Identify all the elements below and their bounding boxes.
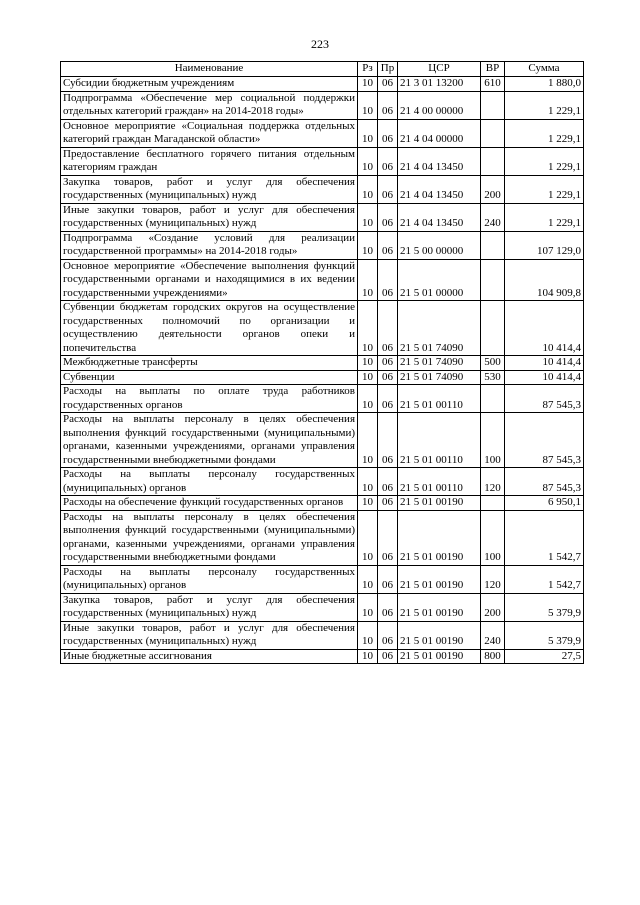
table-row [61, 510, 584, 565]
table-row [61, 649, 584, 664]
cell-rz: 10 [358, 413, 378, 468]
table-row [61, 259, 584, 301]
cell-name: Основное мероприятие «Социальная поддержка отдельных категорий граждан Магаданской области» [61, 119, 358, 147]
cell-csr: 21 5 01 00190 [398, 510, 481, 565]
cell-pr: 06 [378, 259, 398, 301]
table-row [61, 203, 584, 231]
cell-vr [481, 147, 505, 175]
header-pr: Пр [378, 62, 398, 77]
cell-rz: 10 [358, 301, 378, 356]
cell-name: Субвенции бюджетам городских округов на осуществление государственных полномочий по организации и осуществлению деятельности органов опеки и попечительства [61, 301, 358, 356]
cell-csr: 21 4 04 13450 [398, 175, 481, 203]
table-row [61, 91, 584, 119]
cell-name: Субсидии бюджетным учреждениям [61, 77, 358, 92]
cell-pr: 06 [378, 593, 398, 621]
cell-rz: 10 [358, 77, 378, 92]
cell-rz: 10 [358, 370, 378, 385]
cell-rz: 10 [358, 510, 378, 565]
cell-csr: 21 4 04 00000 [398, 119, 481, 147]
cell-csr: 21 5 00 00000 [398, 231, 481, 259]
cell-vr [481, 91, 505, 119]
cell-pr: 06 [378, 356, 398, 371]
header-sum: Сумма [505, 62, 584, 77]
cell-sum: 1 229,1 [505, 175, 584, 203]
cell-csr: 21 4 00 00000 [398, 91, 481, 119]
cell-csr: 21 3 01 13200 [398, 77, 481, 92]
cell-sum: 10 414,4 [505, 370, 584, 385]
cell-vr: 240 [481, 203, 505, 231]
cell-name: Расходы на выплаты по оплате труда работников государственных органов [61, 385, 358, 413]
page-number: 223 [311, 37, 329, 51]
table-row [61, 370, 584, 385]
budget-table [60, 61, 584, 664]
cell-pr: 06 [378, 91, 398, 119]
cell-sum: 27,5 [505, 649, 584, 664]
cell-sum: 10 414,4 [505, 356, 584, 371]
cell-name: Межбюджетные трансферты [61, 356, 358, 371]
cell-pr: 06 [378, 77, 398, 92]
table-row [61, 413, 584, 468]
header-csr: ЦСР [398, 62, 481, 77]
cell-name: Подпрограмма «Обеспечение мер социальной поддержки отдельных категорий граждан» на 2014-2018 годы» [61, 91, 358, 119]
cell-rz: 10 [358, 565, 378, 593]
cell-sum: 1 229,1 [505, 147, 584, 175]
cell-csr: 21 5 01 00000 [398, 259, 481, 301]
cell-name: Расходы на выплаты персоналу государственных (муниципальных) органов [61, 565, 358, 593]
cell-sum: 5 379,9 [505, 593, 584, 621]
cell-csr: 21 5 01 74090 [398, 301, 481, 356]
cell-name: Иные закупки товаров, работ и услуг для обеспечения государственных (муниципальных) нужд [61, 621, 358, 649]
cell-vr: 120 [481, 565, 505, 593]
table-row [61, 621, 584, 649]
cell-name: Расходы на выплаты персоналу государственных (муниципальных) органов [61, 468, 358, 496]
cell-sum: 1 229,1 [505, 203, 584, 231]
cell-rz: 10 [358, 496, 378, 511]
cell-csr: 21 5 01 00190 [398, 565, 481, 593]
cell-vr: 200 [481, 175, 505, 203]
table-row [61, 231, 584, 259]
cell-rz: 10 [358, 593, 378, 621]
cell-sum: 1 542,7 [505, 510, 584, 565]
cell-sum: 10 414,4 [505, 301, 584, 356]
header-vr: ВР [481, 62, 505, 77]
cell-vr: 120 [481, 468, 505, 496]
table-header [61, 62, 584, 77]
table-row [61, 593, 584, 621]
cell-pr: 06 [378, 468, 398, 496]
table-row [61, 77, 584, 92]
cell-pr: 06 [378, 203, 398, 231]
header-row [61, 62, 584, 77]
cell-csr: 21 4 04 13450 [398, 147, 481, 175]
cell-sum: 6 950,1 [505, 496, 584, 511]
cell-sum: 5 379,9 [505, 621, 584, 649]
cell-sum: 1 229,1 [505, 119, 584, 147]
cell-pr: 06 [378, 231, 398, 259]
cell-rz: 10 [358, 621, 378, 649]
cell-vr: 530 [481, 370, 505, 385]
cell-rz: 10 [358, 91, 378, 119]
cell-rz: 10 [358, 147, 378, 175]
cell-vr: 100 [481, 413, 505, 468]
cell-pr: 06 [378, 565, 398, 593]
cell-pr: 06 [378, 649, 398, 664]
cell-pr: 06 [378, 175, 398, 203]
table-row [61, 147, 584, 175]
cell-name: Предоставление бесплатного горячего питания отдельным категориям граждан [61, 147, 358, 175]
cell-name: Иные бюджетные ассигнования [61, 649, 358, 664]
cell-name: Закупка товаров, работ и услуг для обеспечения государственных (муниципальных) нужд [61, 175, 358, 203]
table-row [61, 301, 584, 356]
header-name: Наименование [61, 62, 358, 77]
cell-sum: 104 909,8 [505, 259, 584, 301]
cell-pr: 06 [378, 385, 398, 413]
cell-vr: 100 [481, 510, 505, 565]
cell-rz: 10 [358, 119, 378, 147]
cell-vr: 240 [481, 621, 505, 649]
cell-vr [481, 385, 505, 413]
cell-csr: 21 4 04 13450 [398, 203, 481, 231]
cell-vr: 500 [481, 356, 505, 371]
cell-vr [481, 259, 505, 301]
table-row [61, 119, 584, 147]
cell-pr: 06 [378, 370, 398, 385]
cell-name: Расходы на выплаты персоналу в целях обеспечения выполнения функций государственными (муниципальными) органами, казенными учреждениями, органами управления государственными внебюджетными фондами [61, 413, 358, 468]
cell-sum: 87 545,3 [505, 413, 584, 468]
cell-pr: 06 [378, 413, 398, 468]
cell-pr: 06 [378, 119, 398, 147]
cell-csr: 21 5 01 00110 [398, 385, 481, 413]
cell-csr: 21 5 01 00190 [398, 496, 481, 511]
cell-rz: 10 [358, 203, 378, 231]
cell-rz: 10 [358, 259, 378, 301]
cell-vr [481, 119, 505, 147]
cell-csr: 21 5 01 00110 [398, 468, 481, 496]
cell-vr: 800 [481, 649, 505, 664]
cell-csr: 21 5 01 00190 [398, 621, 481, 649]
cell-sum: 87 545,3 [505, 385, 584, 413]
cell-rz: 10 [358, 385, 378, 413]
cell-name: Иные закупки товаров, работ и услуг для обеспечения государственных (муниципальных) нужд [61, 203, 358, 231]
cell-csr: 21 5 01 00190 [398, 649, 481, 664]
cell-name: Подпрограмма «Создание условий для реализации государственной программы» на 2014-2018 годы» [61, 231, 358, 259]
cell-csr: 21 5 01 00110 [398, 413, 481, 468]
cell-pr: 06 [378, 510, 398, 565]
cell-name: Расходы на выплаты персоналу в целях обеспечения выполнения функций государственными (муниципальными) органами, казенными учреждениями, органами управления государственными внебюджетными фондами [61, 510, 358, 565]
cell-name: Расходы на обеспечение функций государственных органов [61, 496, 358, 511]
table-row [61, 565, 584, 593]
cell-rz: 10 [358, 231, 378, 259]
table-row [61, 175, 584, 203]
cell-rz: 10 [358, 175, 378, 203]
cell-vr [481, 301, 505, 356]
cell-pr: 06 [378, 147, 398, 175]
table-row [61, 468, 584, 496]
cell-sum: 1 880,0 [505, 77, 584, 92]
header-rz: Рз [358, 62, 378, 77]
cell-vr: 610 [481, 77, 505, 92]
cell-sum: 107 129,0 [505, 231, 584, 259]
cell-vr [481, 496, 505, 511]
cell-rz: 10 [358, 468, 378, 496]
cell-sum: 1 229,1 [505, 91, 584, 119]
table-row [61, 385, 584, 413]
cell-csr: 21 5 01 74090 [398, 356, 481, 371]
cell-csr: 21 5 01 00190 [398, 593, 481, 621]
cell-vr [481, 231, 505, 259]
cell-csr: 21 5 01 74090 [398, 370, 481, 385]
cell-sum: 1 542,7 [505, 565, 584, 593]
cell-rz: 10 [358, 649, 378, 664]
cell-vr: 200 [481, 593, 505, 621]
table-row [61, 496, 584, 511]
cell-sum: 87 545,3 [505, 468, 584, 496]
cell-pr: 06 [378, 301, 398, 356]
cell-name: Закупка товаров, работ и услуг для обеспечения государственных (муниципальных) нужд [61, 593, 358, 621]
table-body [61, 77, 584, 664]
cell-name: Основное мероприятие «Обеспечение выполнения функций государственными органами и находящимися в их ведении государственными учреждениями» [61, 259, 358, 301]
cell-rz: 10 [358, 356, 378, 371]
cell-name: Субвенции [61, 370, 358, 385]
table-row [61, 356, 584, 371]
cell-pr: 06 [378, 496, 398, 511]
cell-pr: 06 [378, 621, 398, 649]
